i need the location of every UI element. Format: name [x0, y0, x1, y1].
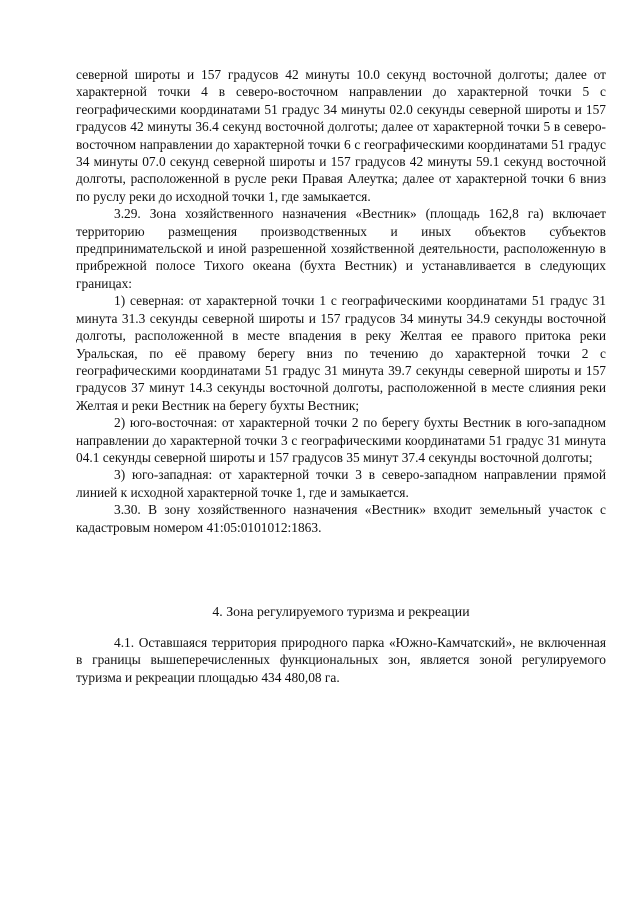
text-block-upper — [76, 66, 606, 536]
paragraph-southeast-boundary: 2) юго-восточная: от характерной точки 2 по берегу бухты Вестник в юго-западном направлении до характерной точки 3 с географическими координатами 51 градус 31 минута 04.1 секунды северной широты и 157 градусов 35 минут 37.4 секунды восточной долготы; — [76, 415, 606, 465]
section-heading: 4. Зона регулируемого туризма и рекреации — [212, 604, 470, 619]
text-block-lower — [76, 634, 606, 686]
paragraph-3-30: 3.30. В зону хозяйственного назначения «Вестник» входит земельный участок с кадастровым номером 41:05:0101012:1863. — [76, 502, 606, 535]
paragraph-continuation: северной широты и 157 градусов 42 минуты 10.0 секунд восточной долготы; далее от характерной точки 4 в северо-восточном направлении до характерной точки 5 с географическими координатами 51 градус 34 минуты 02.0 секунды северной широты и 157 градусов 42 минуты 36.4 секунд восточной долготы; далее от характерной точки 5 в северо-восточном направлении до характерной точки 6 с географическими координатами 51 градус 34 минуты 07.0 секунд северной широты и 157 градусов 42 минуты 59.1 секунд восточной долготы, расположенной в русле реки Правая Алеутка; далее от характерной точки 6 вниз по руслу реки до исходной точки 1, где замыкается. — [76, 67, 606, 204]
paragraph-southwest-boundary: 3) юго-западная: от характерной точки 3 в северо-западном направлении прямой линией к исходной характерной точке 1, где и замыкается. — [76, 467, 606, 500]
paragraph-north-boundary: 1) северная: от характерной точки 1 с географическими координатами 51 градус 31 минута 31.3 секунды северной широты и 157 градусов 34 минуты 34.9 секунды восточной долготы, расположенной в месте впадения в реку Желтая ее правого притока реки Уральская, по её правому берегу вниз по течению до характерной точки 2 с географическими координатами 51 градус 31 минута 39.7 секунды северной широты и 157 градусов 37 минут 14.3 секунды восточной долготы, расположенной в месте слияния реки Желтая и реки Вестник на берегу бухты Вестник; — [76, 293, 606, 413]
paragraph-4-1: 4.1. Оставшаяся территория природного парка «Южно-Камчатский», не включенная в границы вышеперечисленных функциональных зон, является зоной регулируемого туризма и рекреации площадью 434 480,08 га. — [76, 635, 606, 685]
paragraph-3-29: 3.29. Зона хозяйственного назначения «Вестник» (площадь 162,8 га) включает территорию размещения производственных и иных объектов субъектов предпринимательской и иной разрешенной хозяйственной деятельности, расположенную в прибрежной полосе Тихого океана (бухта Вестник) и устанавливается в следующих границах: — [76, 206, 606, 291]
